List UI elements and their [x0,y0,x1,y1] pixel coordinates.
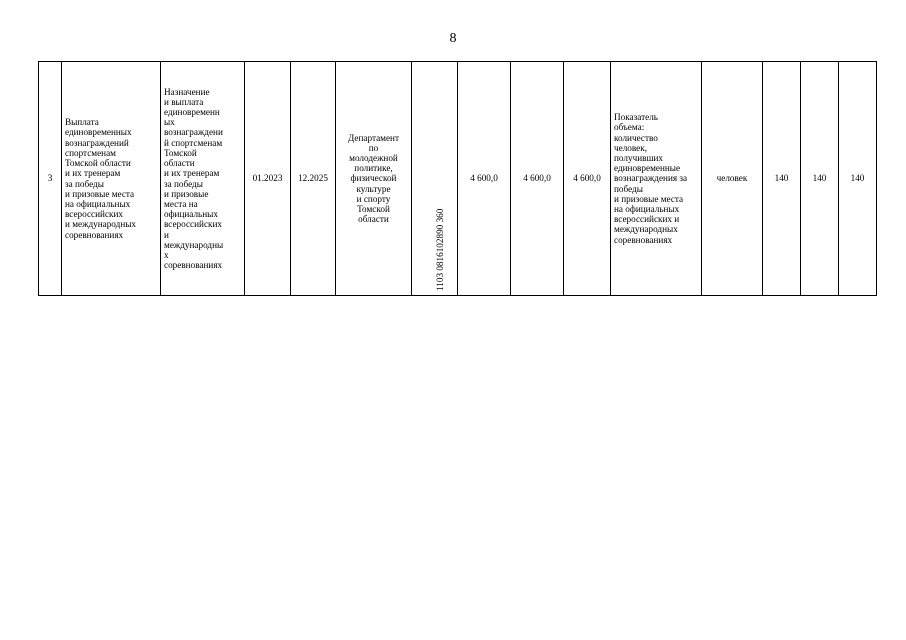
executor-cell: Департамент по молодежной политике, физической культуре и спорту Томской области [336,62,412,296]
budget-code-cell [412,62,458,296]
table-row [39,62,877,296]
value-2024-cell: 140 [801,62,839,296]
plan-table [38,61,877,296]
sum-2024-cell: 4 600,0 [511,62,564,296]
value-2025-cell: 140 [839,62,877,296]
start-date-cell: 01.2023 [245,62,291,296]
budget-code-text: 1103 0816102890 360 [434,208,445,291]
sum-2025-cell: 4 600,0 [564,62,611,296]
unit-cell: человек [702,62,763,296]
page-number: 8 [449,31,457,46]
value-2023-cell: 140 [763,62,801,296]
indicator-cell: Показатель объема: количество человек, получивших единовременные вознаграждения за победы и призовые места на официальных всероссийских и международных соревнованиях [611,62,702,296]
event-name-cell: Выплата единовременных вознаграждений спортсменам Томской области и их тренерам за победы и призовые места на официальных всероссийских и международных соревнованиях [62,62,161,296]
end-date-cell: 12.2025 [291,62,336,296]
sum-2023-cell: 4 600,0 [458,62,511,296]
event-purpose-cell: Назначение и выплата единовременн ых вознаграждени й спортсменам Томской области и их тренерам за победы и призовые места на официальных всероссийских и международны х соревнованиях [161,62,245,296]
row-number-cell: 3 [39,62,62,296]
